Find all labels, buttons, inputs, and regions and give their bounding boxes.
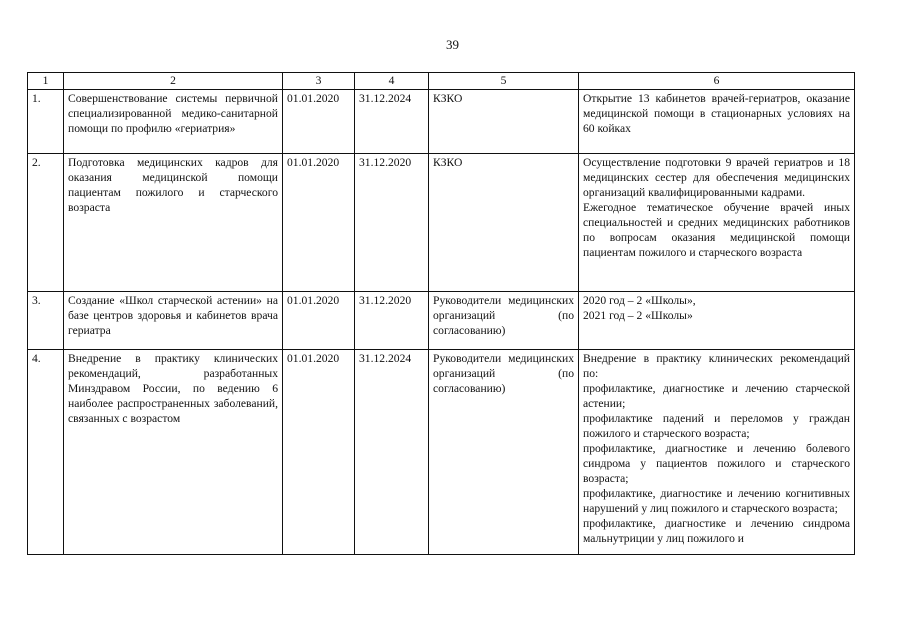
- column-header: 5: [429, 73, 579, 90]
- result-paragraph: Открытие 13 кабинетов врачей-гериатров, оказание медицинской помощи в стационарных условиях на 60 койках: [583, 92, 850, 135]
- column-header: 4: [355, 73, 429, 90]
- column-header: 2: [64, 73, 283, 90]
- row-number: 4.: [28, 350, 64, 555]
- end-date-cell: 31.12.2024: [355, 350, 429, 555]
- row-number: 1.: [28, 90, 64, 154]
- result-paragraph: Внедрение в практику клинических рекомендаций по:: [583, 352, 850, 380]
- row-number: 3.: [28, 292, 64, 350]
- result-paragraph: профилактике падений и переломов у граждан пожилого и старческого возраста;: [583, 412, 850, 440]
- result-paragraph: Ежегодное тематическое обучение врачей иных специальностей и средних медицинских работников по вопросам оказания медицинской помощи пациентам пожилого и старческого возраста: [583, 201, 850, 259]
- result-cell: [579, 292, 855, 350]
- responsible-cell: Руководители медицинских организаций (по согласованию): [429, 350, 579, 555]
- end-date-cell: 31.12.2020: [355, 154, 429, 292]
- result-paragraph: профилактике, диагностике и лечению синдрома мальнутриции у лиц пожилого и: [583, 517, 850, 545]
- activity-cell: Подготовка медицинских кадров для оказания медицинской помощи пациентам пожилого и старческого возраста: [64, 154, 283, 292]
- table-row: [28, 154, 855, 292]
- start-date-cell: 01.01.2020: [283, 90, 355, 154]
- result-paragraph: профилактике, диагностике и лечению болевого синдрома у пациентов пожилого и старческого возраста;: [583, 442, 850, 485]
- start-date-cell: 01.01.2020: [283, 154, 355, 292]
- column-header: 6: [579, 73, 855, 90]
- table-row: [28, 292, 855, 350]
- result-paragraph: Осуществление подготовки 9 врачей гериатров и 18 медицинских сестер для обеспечения медицинских организаций квалифицированными кадрами.: [583, 156, 850, 199]
- result-paragraph: 2020 год – 2 «Школы»,: [583, 294, 696, 307]
- responsible-cell: Руководители медицинских организаций (по согласованию): [429, 292, 579, 350]
- start-date-cell: 01.01.2020: [283, 350, 355, 555]
- row-number: 2.: [28, 154, 64, 292]
- result-cell: [579, 350, 855, 555]
- table-header-row: [28, 73, 855, 90]
- page-number: 39: [446, 37, 459, 52]
- activity-cell: Внедрение в практику клинических рекомендаций, разработанных Минздравом России, по ведению 6 наиболее распространенных заболеваний, связанных с возрастом: [64, 350, 283, 555]
- plan-table: [27, 72, 855, 555]
- table-row: [28, 350, 855, 555]
- start-date-cell: 01.01.2020: [283, 292, 355, 350]
- responsible-cell: КЗКО: [429, 90, 579, 154]
- result-cell: [579, 90, 855, 154]
- end-date-cell: 31.12.2024: [355, 90, 429, 154]
- activity-cell: Совершенствование системы первичной специализированной медико-санитарной помощи по профилю «гериатрия»: [64, 90, 283, 154]
- responsible-cell: КЗКО: [429, 154, 579, 292]
- result-cell: [579, 154, 855, 292]
- column-header: 1: [28, 73, 64, 90]
- result-paragraph: профилактике, диагностике и лечению старческой астении;: [583, 382, 850, 410]
- column-header: 3: [283, 73, 355, 90]
- table-row: [28, 90, 855, 154]
- activity-cell: Создание «Школ старческой астении» на базе центров здоровья и кабинетов врача гериатра: [64, 292, 283, 350]
- result-paragraph: профилактике, диагностике и лечению когнитивных нарушений у лиц пожилого и старческого возраста;: [583, 487, 850, 515]
- end-date-cell: 31.12.2020: [355, 292, 429, 350]
- result-paragraph: 2021 год – 2 «Школы»: [583, 309, 693, 322]
